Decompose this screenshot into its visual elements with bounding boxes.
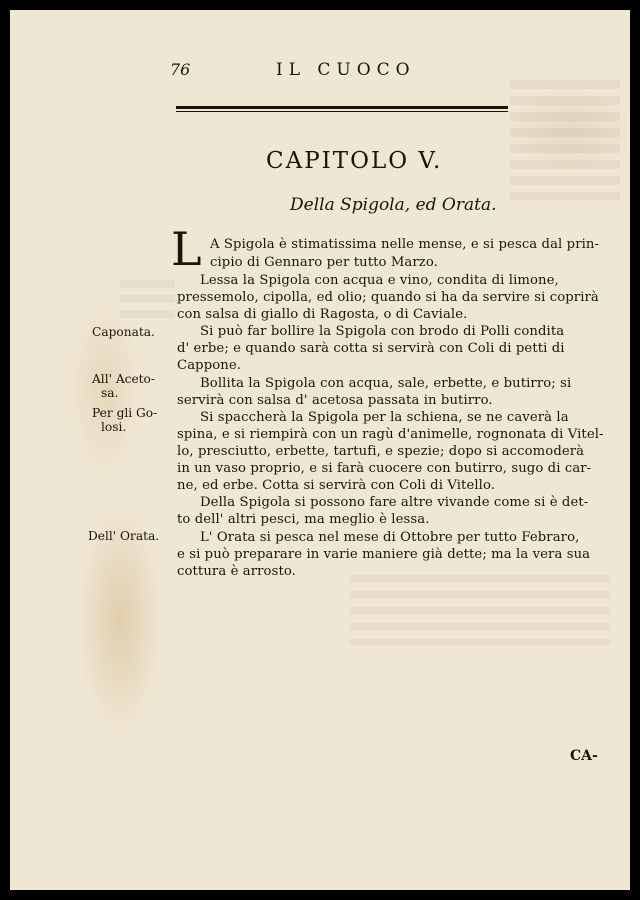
text-line: to dell' altri pesci, ma meglio è lessa. (177, 512, 430, 527)
text-line: pressemolo, cipolla, ed olio; quando si ha da servire si coprirà (177, 290, 599, 305)
marginal-note: Caponata. (92, 325, 155, 339)
marginal-note: Per gli Go- (92, 406, 158, 420)
text-line: lo, presciutto, erbette, tartufi, e spezie; dopo si accomoderà (177, 444, 585, 459)
text-line: L' Orata si pesca nel mese di Ottobre per tutto Febraro, (200, 530, 580, 545)
text-line: d' erbe; e quando sarà cotta si servirà con Coli di petti di (177, 341, 565, 356)
text-line: Si spaccherà la Spigola per la schiena, se ne caverà la (200, 410, 569, 425)
text-line: cipio di Gennaro per tutto Marzo. (210, 255, 438, 270)
chapter-title: CAPITOLO V. (266, 148, 443, 174)
drop-cap: L (171, 222, 202, 276)
header-rule-thick (176, 106, 508, 109)
bleed-through-stain (510, 80, 620, 200)
page-header (170, 60, 510, 88)
text-line: servirà con salsa d' acetosa passata in butirro. (177, 393, 493, 408)
text-line: Bollita la Spigola con acqua, sale, erbette, e butirro; si (200, 376, 572, 391)
text-line: Cappone. (177, 358, 242, 373)
section-title: Della Spigola, ed Orata. (290, 195, 497, 215)
text-line: con salsa di giallo di Ragosta, o di Caviale. (177, 307, 468, 322)
text-line: spina, e si riempirà con un ragù d'animelle, rognonata di Vitel- (177, 427, 604, 442)
marginal-note: sa. (101, 386, 119, 400)
text-line: Si può far bollire la Spigola con brodo di Polli condita (200, 324, 565, 339)
marginal-note: losi. (101, 420, 127, 434)
marginal-note: Dell' Orata. (88, 529, 160, 543)
text-line: A Spigola è stimatissima nelle mense, e si pesca dal prin- (210, 237, 600, 252)
header-rule-thin (176, 111, 508, 112)
page-number: 76 (170, 60, 191, 79)
bleed-through-stain (350, 575, 610, 645)
text-line: in un vaso proprio, e si farà cuocere con butirro, sugo di car- (177, 461, 592, 476)
text-line: Della Spigola si possono fare altre vivande come si è det- (200, 495, 589, 510)
running-head: IL CUOCO (276, 60, 416, 80)
book-page (10, 10, 630, 890)
text-line: e si può preparare in varie maniere già dette; ma la vera sua (177, 547, 591, 562)
text-line: cottura è arrosto. (177, 564, 296, 579)
text-line: ne, ed erbe. Cotta si servirà con Coli di Vitello. (177, 478, 496, 493)
bleed-through-stain (120, 280, 175, 320)
text-line: Lessa la Spigola con acqua e vino, condita di limone, (200, 273, 559, 288)
catchword: CA- (570, 748, 598, 764)
marginal-note: All' Aceto- (92, 372, 156, 386)
